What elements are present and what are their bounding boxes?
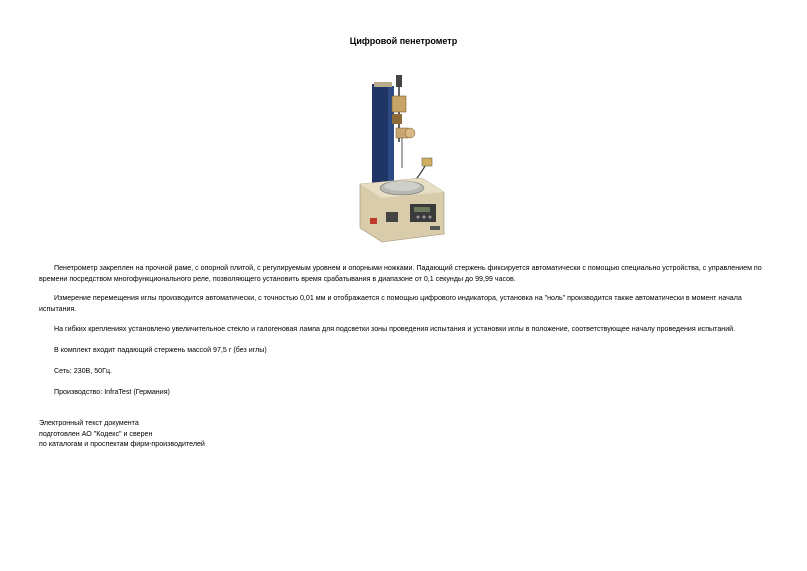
paragraph-contents: В комплект входит падающий стержень массой 97,5 г (без иглы) <box>54 346 267 354</box>
paragraph-power: Сеть: 230В, 50Гц. <box>54 367 112 375</box>
page-title: Цифровой пенетрометр <box>349 36 458 46</box>
power-switch <box>370 218 377 224</box>
lamp-head <box>422 158 432 166</box>
control-panel <box>410 204 436 222</box>
paragraph-magnifier-lamp: На гибких креплениях установлено увеличительное стекло и галогеновая лампа для подсветки зоны проведения испытания и установки иглы в положение, соответствующее началу проведения испытаний. <box>54 325 736 333</box>
penetrometer-photo <box>352 72 452 252</box>
paragraph-mounting: Пенетрометр закреплен на прочной раме, с опорной плитой, с регулируемым уровнем и опорными ножками. Падающий стержень фиксируется автоматически с помощью специально устройства, с управлением по времени посредством многофункционального реле, позволяющего установить время срабатывания в диапазоне от 0,1 секунды до 99,99 часов. <box>39 264 762 283</box>
penetrometer-illustration <box>352 72 452 252</box>
footer-line-3: по каталогам и проспектам фирм-производителей <box>39 440 205 448</box>
column <box>372 84 388 188</box>
paragraph-manufacturer: Производство: InfraTest (Германия) <box>54 388 170 396</box>
paragraph-measurement: Измерение перемещения иглы производится автоматически, с точностью 0,01 мм и отображается с помощью цифрового индикатора, установка на "ноль" производится также автоматически в момент начала испытания. <box>39 294 742 313</box>
document-footer <box>39 418 205 450</box>
footer-line-2: подготовлен АО "Кодекс" и сверен <box>39 429 153 438</box>
footer-line-1: Электронный текст документа <box>39 419 139 427</box>
indicator-box <box>392 96 406 112</box>
